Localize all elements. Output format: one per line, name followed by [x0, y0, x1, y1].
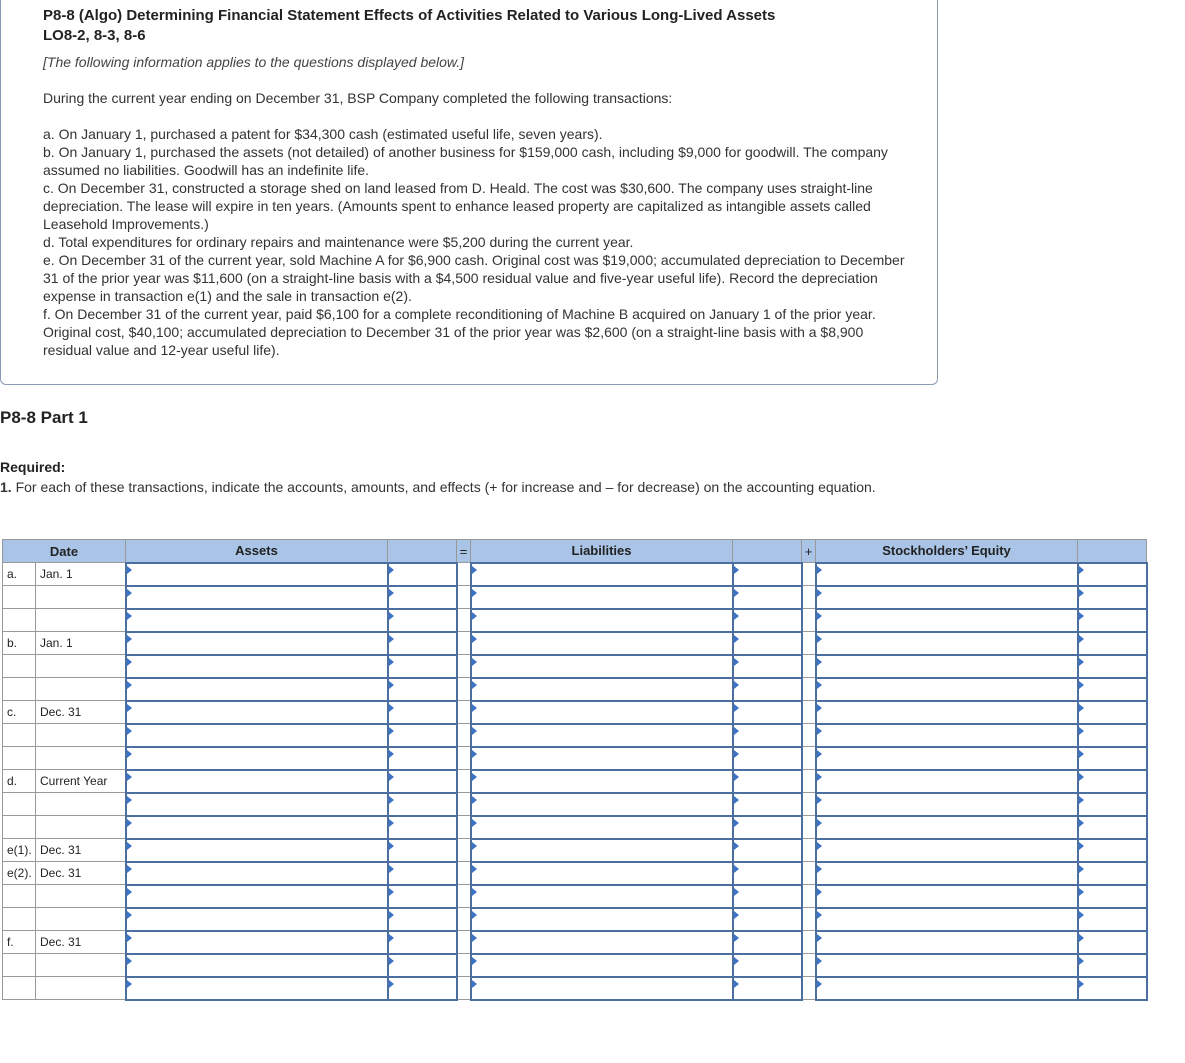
assets-amount-input[interactable] — [388, 931, 457, 954]
assets-amount-input[interactable] — [388, 655, 457, 678]
assets-amount-input[interactable] — [388, 885, 457, 908]
table-row — [3, 701, 1147, 724]
plus-gap — [802, 701, 816, 724]
assets-account-select[interactable] — [126, 747, 388, 770]
row-date: Dec. 31 — [36, 701, 126, 724]
plus-gap — [802, 793, 816, 816]
liabilities-header: Liabilities — [471, 540, 733, 563]
part-title: P8-8 Part 1 — [0, 408, 88, 427]
plus-gap — [802, 885, 816, 908]
assets-account-select[interactable] — [126, 977, 388, 1000]
equity-amount-input[interactable] — [1078, 816, 1147, 839]
date-header: Date — [3, 540, 126, 563]
equals-gap — [457, 747, 471, 770]
assets-header: Assets — [126, 540, 388, 563]
assets-account-select[interactable] — [126, 816, 388, 839]
equity-amount-input[interactable] — [1078, 586, 1147, 609]
equity-amount-input[interactable] — [1078, 632, 1147, 655]
equity-account-select[interactable] — [816, 931, 1078, 954]
liabilities-amount-input[interactable] — [733, 724, 802, 747]
assets-account-select[interactable] — [126, 701, 388, 724]
table-row — [3, 885, 1147, 908]
assets-amount-header — [388, 540, 457, 563]
equity-account-select[interactable] — [816, 655, 1078, 678]
row-date — [36, 885, 126, 908]
equals-gap — [457, 862, 471, 885]
liabilities-amount-input[interactable] — [733, 609, 802, 632]
table-row — [3, 908, 1147, 931]
equals-gap — [457, 632, 471, 655]
equity-amount-input[interactable] — [1078, 724, 1147, 747]
row-date — [36, 586, 126, 609]
equity-amount-input[interactable] — [1078, 701, 1147, 724]
table-row — [3, 954, 1147, 977]
intro-note: [The following information applies to the questions displayed below.] — [43, 54, 465, 70]
assets-amount-input[interactable] — [388, 770, 457, 793]
row-date: Jan. 1 — [36, 563, 126, 586]
row-date — [36, 747, 126, 770]
equity-account-select[interactable] — [816, 747, 1078, 770]
assets-account-select[interactable] — [126, 655, 388, 678]
liabilities-account-select[interactable] — [471, 793, 733, 816]
row-letter: d. — [3, 770, 36, 793]
plus-gap — [802, 770, 816, 793]
row-letter — [3, 954, 36, 977]
equity-amount-input[interactable] — [1078, 678, 1147, 701]
equity-amount-input[interactable] — [1078, 839, 1147, 862]
row-letter — [3, 977, 36, 1000]
row-date: Jan. 1 — [36, 632, 126, 655]
equity-amount-input[interactable] — [1078, 931, 1147, 954]
plus-gap — [802, 816, 816, 839]
row-letter — [3, 747, 36, 770]
equals-gap — [457, 586, 471, 609]
table-row — [3, 586, 1147, 609]
equity-account-select[interactable] — [816, 839, 1078, 862]
liabilities-amount-input[interactable] — [733, 586, 802, 609]
liabilities-account-select[interactable] — [471, 862, 733, 885]
assets-account-select[interactable] — [126, 586, 388, 609]
equity-amount-input[interactable] — [1078, 770, 1147, 793]
equity-account-select[interactable] — [816, 586, 1078, 609]
liabilities-amount-input[interactable] — [733, 678, 802, 701]
equity-amount-input[interactable] — [1078, 793, 1147, 816]
liabilities-amount-input[interactable] — [733, 632, 802, 655]
liabilities-amount-input[interactable] — [733, 885, 802, 908]
liabilities-account-select[interactable] — [471, 954, 733, 977]
equals-gap — [457, 885, 471, 908]
assets-amount-input[interactable] — [388, 862, 457, 885]
table-row — [3, 793, 1147, 816]
assets-amount-input[interactable] — [388, 954, 457, 977]
assets-account-select[interactable] — [126, 678, 388, 701]
equity-account-select[interactable] — [816, 793, 1078, 816]
equity-account-select[interactable] — [816, 885, 1078, 908]
liabilities-amount-input[interactable] — [733, 770, 802, 793]
liabilities-amount-input[interactable] — [733, 563, 802, 586]
liabilities-account-select[interactable] — [471, 655, 733, 678]
liabilities-account-select[interactable] — [471, 816, 733, 839]
row-letter: e(1). — [3, 839, 36, 862]
equity-amount-input[interactable] — [1078, 885, 1147, 908]
assets-account-select[interactable] — [126, 793, 388, 816]
assets-amount-input[interactable] — [388, 701, 457, 724]
table-row — [3, 563, 1147, 586]
row-letter — [3, 609, 36, 632]
equity-account-select[interactable] — [816, 609, 1078, 632]
row-date — [36, 724, 126, 747]
row-date — [36, 816, 126, 839]
equity-amount-input[interactable] — [1078, 609, 1147, 632]
row-letter — [3, 816, 36, 839]
assets-account-select[interactable] — [126, 931, 388, 954]
liabilities-account-select[interactable] — [471, 885, 733, 908]
table-row — [3, 678, 1147, 701]
assets-amount-input[interactable] — [388, 839, 457, 862]
equation-body — [3, 563, 1147, 1000]
row-date — [36, 678, 126, 701]
equals-gap — [457, 609, 471, 632]
equity-amount-input[interactable] — [1078, 747, 1147, 770]
equals-gap — [457, 954, 471, 977]
plus-gap — [802, 563, 816, 586]
row-letter — [3, 724, 36, 747]
row-date — [36, 793, 126, 816]
problem-title-line2: LO8-2, 8-3, 8-6 — [43, 27, 146, 44]
equals-sign: = — [457, 540, 471, 563]
assets-account-select[interactable] — [126, 862, 388, 885]
equals-gap — [457, 793, 471, 816]
table-row — [3, 655, 1147, 678]
table-row — [3, 747, 1147, 770]
row-letter — [3, 586, 36, 609]
equity-account-select[interactable] — [816, 724, 1078, 747]
assets-account-select[interactable] — [126, 954, 388, 977]
table-row — [3, 977, 1147, 1000]
liabilities-amount-input[interactable] — [733, 977, 802, 1000]
equals-gap — [457, 770, 471, 793]
liabilities-account-select[interactable] — [471, 632, 733, 655]
equals-gap — [457, 701, 471, 724]
equity-account-select[interactable] — [816, 770, 1078, 793]
plus-gap — [802, 977, 816, 1000]
plus-gap — [802, 747, 816, 770]
accounting-equation-table — [2, 539, 1148, 1001]
row-letter: f. — [3, 931, 36, 954]
plus-gap — [802, 954, 816, 977]
row-date — [36, 655, 126, 678]
liabilities-account-select[interactable] — [471, 701, 733, 724]
row-date: Dec. 31 — [36, 862, 126, 885]
equity-amount-input[interactable] — [1078, 655, 1147, 678]
required-number: 1. — [0, 479, 12, 495]
equity-amount-input[interactable] — [1078, 908, 1147, 931]
liabilities-account-select[interactable] — [471, 977, 733, 1000]
assets-amount-input[interactable] — [388, 678, 457, 701]
assets-account-select[interactable] — [126, 839, 388, 862]
liabilities-account-select[interactable] — [471, 724, 733, 747]
row-date — [36, 609, 126, 632]
equity-amount-input[interactable] — [1078, 954, 1147, 977]
plus-sign: + — [802, 540, 816, 563]
liabilities-amount-input[interactable] — [733, 747, 802, 770]
equity-account-select[interactable] — [816, 908, 1078, 931]
equals-gap — [457, 563, 471, 586]
table-row — [3, 931, 1147, 954]
assets-account-select[interactable] — [126, 632, 388, 655]
liabilities-account-select[interactable] — [471, 586, 733, 609]
table-row — [3, 770, 1147, 793]
transaction-b: b. On January 1, purchased the assets (not detailed) of another business for $159,000 cash, including $9,000 for goodwill. The company assumed no liabilities. Goodwill has an indefinite life. — [43, 144, 888, 178]
row-letter — [3, 678, 36, 701]
problem-info-box — [0, 0, 938, 385]
assets-account-select[interactable] — [126, 908, 388, 931]
problem-title — [43, 6, 775, 46]
assets-amount-input[interactable] — [388, 724, 457, 747]
row-letter — [3, 793, 36, 816]
row-date: Current Year — [36, 770, 126, 793]
plus-gap — [802, 931, 816, 954]
lead-text: During the current year ending on December 31, BSP Company completed the following transactions: — [43, 90, 673, 106]
row-date: Dec. 31 — [36, 839, 126, 862]
liabilities-amount-input[interactable] — [733, 701, 802, 724]
equals-gap — [457, 908, 471, 931]
equals-gap — [457, 724, 471, 747]
header-row — [3, 540, 1147, 563]
liabilities-amount-input[interactable] — [733, 793, 802, 816]
equity-amount-header — [1078, 540, 1147, 563]
equals-gap — [457, 678, 471, 701]
assets-account-select[interactable] — [126, 770, 388, 793]
row-date: Dec. 31 — [36, 931, 126, 954]
equity-account-select[interactable] — [816, 678, 1078, 701]
equity-amount-input[interactable] — [1078, 563, 1147, 586]
equity-header: Stockholders’ Equity — [816, 540, 1078, 563]
assets-amount-input[interactable] — [388, 816, 457, 839]
assets-amount-input[interactable] — [388, 977, 457, 1000]
table-row — [3, 632, 1147, 655]
liabilities-amount-input[interactable] — [733, 839, 802, 862]
plus-gap — [802, 609, 816, 632]
equity-account-select[interactable] — [816, 563, 1078, 586]
liabilities-amount-input[interactable] — [733, 862, 802, 885]
transaction-c: c. On December 31, constructed a storage shed on land leased from D. Heald. The cost was $30,600. The company uses straight-line depreciation. The lease will expire in ten years. (Amounts spent to enhance leased property are capitalized as intangible assets called Leasehold Improvements.) — [43, 180, 873, 232]
assets-amount-input[interactable] — [388, 908, 457, 931]
plus-gap — [802, 908, 816, 931]
row-letter — [3, 908, 36, 931]
equity-account-select[interactable] — [816, 977, 1078, 1000]
transaction-f: f. On December 31 of the current year, paid $6,100 for a complete reconditioning of Machine B acquired on January 1 of the prior year. Original cost, $40,100; accumulated depreciation to December 31 of the prior year was $2,600 (on a straight-line basis with a $8,900 residual value and 12-year useful life). — [43, 306, 876, 358]
row-letter: a. — [3, 563, 36, 586]
equity-account-select[interactable] — [816, 862, 1078, 885]
equity-account-select[interactable] — [816, 954, 1078, 977]
assets-amount-input[interactable] — [388, 586, 457, 609]
equity-account-select[interactable] — [816, 816, 1078, 839]
row-letter — [3, 885, 36, 908]
plus-gap — [802, 655, 816, 678]
liabilities-amount-input[interactable] — [733, 816, 802, 839]
liabilities-account-select[interactable] — [471, 931, 733, 954]
required-text — [0, 478, 930, 496]
assets-amount-input[interactable] — [388, 793, 457, 816]
liabilities-account-select[interactable] — [471, 678, 733, 701]
required-instructions: For each of these transactions, indicate the accounts, amounts, and effects (+ for increase and – for decrease) on the accounting equation. — [11, 479, 876, 495]
liabilities-amount-input[interactable] — [733, 908, 802, 931]
assets-account-select[interactable] — [126, 609, 388, 632]
equity-amount-input[interactable] — [1078, 977, 1147, 1000]
liabilities-account-select[interactable] — [471, 839, 733, 862]
assets-account-select[interactable] — [126, 885, 388, 908]
table-row — [3, 609, 1147, 632]
row-date — [36, 954, 126, 977]
equity-amount-input[interactable] — [1078, 862, 1147, 885]
assets-account-select[interactable] — [126, 724, 388, 747]
row-date — [36, 908, 126, 931]
row-letter: e(2). — [3, 862, 36, 885]
table-row — [3, 724, 1147, 747]
equity-account-select[interactable] — [816, 632, 1078, 655]
plus-gap — [802, 839, 816, 862]
equals-gap — [457, 839, 471, 862]
assets-account-select[interactable] — [126, 563, 388, 586]
row-letter: c. — [3, 701, 36, 724]
equals-gap — [457, 977, 471, 1000]
problem-title-line1: P8-8 (Algo) Determining Financial Statement Effects of Activities Related to Various Long-Lived Assets — [43, 7, 776, 24]
plus-gap — [802, 678, 816, 701]
liabilities-account-select[interactable] — [471, 908, 733, 931]
plus-gap — [802, 632, 816, 655]
equals-gap — [457, 655, 471, 678]
row-date — [36, 977, 126, 1000]
liabilities-amount-input[interactable] — [733, 655, 802, 678]
transaction-a: a. On January 1, purchased a patent for $34,300 cash (estimated useful life, seven years). — [43, 126, 603, 142]
row-letter: b. — [3, 632, 36, 655]
plus-gap — [802, 724, 816, 747]
row-letter — [3, 655, 36, 678]
table-row — [3, 816, 1147, 839]
liabilities-account-select[interactable] — [471, 609, 733, 632]
table-row — [3, 862, 1147, 885]
assets-amount-input[interactable] — [388, 563, 457, 586]
plus-gap — [802, 862, 816, 885]
plus-gap — [802, 586, 816, 609]
liabilities-amount-input[interactable] — [733, 931, 802, 954]
transaction-e: e. On December 31 of the current year, sold Machine A for $6,900 cash. Original cost was $19,000; accumulated depreciation to December 31 of the prior year was $11,600 (on a straight-line basis with a $4,500 residual value and five-year useful life). Record the depreciation expense in transaction e(1) and the sale in transaction e(2). — [43, 252, 905, 304]
transaction-list — [43, 125, 913, 359]
assets-amount-input[interactable] — [388, 609, 457, 632]
liabilities-amount-header — [733, 540, 802, 563]
assets-amount-input[interactable] — [388, 747, 457, 770]
liabilities-account-select[interactable] — [471, 563, 733, 586]
liabilities-amount-input[interactable] — [733, 954, 802, 977]
transaction-d: d. Total expenditures for ordinary repairs and maintenance were $5,200 during the current year. — [43, 234, 634, 250]
equals-gap — [457, 816, 471, 839]
liabilities-account-select[interactable] — [471, 747, 733, 770]
required-label: Required: — [0, 459, 66, 475]
liabilities-account-select[interactable] — [471, 770, 733, 793]
assets-amount-input[interactable] — [388, 632, 457, 655]
equals-gap — [457, 931, 471, 954]
equity-account-select[interactable] — [816, 701, 1078, 724]
table-row — [3, 839, 1147, 862]
